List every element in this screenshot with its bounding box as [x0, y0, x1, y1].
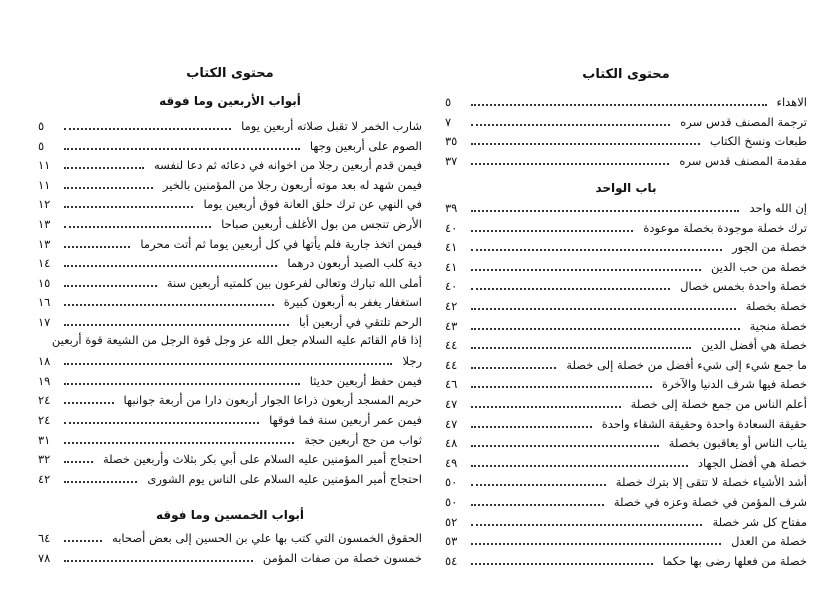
toc-entry-page: ٤٢ — [38, 471, 51, 486]
toc-entry-title: حقيقة السعادة واحدة وحقيقة الشقاء واحدة — [601, 416, 807, 431]
toc-entry-title: رجلا — [402, 354, 422, 369]
toc-entry[interactable] — [38, 194, 422, 212]
toc-entry[interactable] — [445, 112, 807, 130]
toc-entry-page: ١٣ — [38, 217, 51, 231]
toc-entry-page: ٤١ — [445, 240, 458, 255]
toc-entry[interactable] — [38, 528, 422, 546]
toc-entry-title: أملى الله تبارك وتعالى لفرعون بين كلمتيه أربعين سنة — [166, 275, 422, 290]
toc-entry-page: ٢٤ — [38, 413, 51, 427]
leader-dots — [471, 445, 659, 447]
toc-entry-page: ٥٠ — [445, 495, 458, 509]
toc-entry-page: ١١ — [38, 177, 51, 192]
toc-entry-page: ١١ — [38, 158, 51, 173]
toc-entry-page: ٣٧ — [445, 153, 458, 168]
toc-entry-page: ١٣ — [38, 236, 51, 251]
toc-entry[interactable] — [38, 234, 422, 252]
toc-entry[interactable] — [38, 155, 422, 173]
leader-dots — [471, 386, 652, 388]
leader-dots — [64, 304, 274, 306]
leader-dots — [64, 148, 300, 150]
leader-dots — [471, 249, 722, 251]
toc-entry-title: فيمن عمر أربعين سنة فما فوقها — [269, 413, 422, 427]
toc-entry[interactable] — [445, 257, 807, 275]
toc-entry[interactable] — [445, 131, 807, 149]
toc-entry-title: الحقوق الخمسون التي كتب بها علي بن الحسين إلى بعض أصحابه — [112, 531, 422, 545]
toc-entry-title: إن الله واحد — [749, 201, 807, 215]
toc-entry-page: ١٩ — [38, 373, 51, 388]
toc-entry-title: خمسون خصلة من صفات المؤمن — [262, 550, 422, 565]
leader-dots — [64, 167, 144, 169]
toc-entry-title: فيمن شهد له بعد موته أربعون رجلا من المؤمنين بالخير — [162, 177, 422, 192]
toc-entry-page: ٤٠ — [445, 220, 458, 235]
toc-entry-title: ترجمة المصنف قدس سره — [680, 114, 807, 129]
leader-dots — [471, 308, 736, 310]
toc-entry[interactable] — [38, 410, 422, 428]
toc-entry-page: ٤٤ — [445, 357, 458, 372]
toc-entry-title: ما جمع شيء إلى شيء أفضل من خصلة إلى خصلة — [566, 357, 807, 372]
toc-entry-page: ١٨ — [38, 354, 51, 369]
toc-entry[interactable] — [38, 449, 422, 467]
toc-entry-page: ٣١ — [38, 432, 51, 447]
toc-entry-title: فيمن قدم أربعين رجلا من اخوانه في دعائه ثم دعا لنفسه — [153, 158, 422, 173]
toc-entry[interactable] — [445, 276, 807, 294]
toc-entry-page: ٤٦ — [445, 377, 458, 392]
toc-entry-page: ٤٧ — [445, 397, 458, 411]
toc-entry[interactable] — [445, 218, 807, 236]
leader-dots — [64, 422, 259, 424]
toc-entry[interactable] — [445, 151, 807, 169]
toc-entry[interactable] — [445, 355, 807, 373]
toc-entry-page: ٥ — [38, 119, 45, 133]
toc-entry[interactable] — [38, 371, 422, 389]
toc-entry-page: ١٢ — [38, 197, 51, 212]
toc-entry[interactable] — [445, 472, 807, 490]
leader-dots — [471, 367, 556, 369]
toc-entry[interactable] — [445, 512, 807, 530]
toc-entry-page: ٧ — [445, 114, 452, 129]
toc-entry[interactable] — [38, 214, 422, 232]
leader-dots — [64, 481, 137, 483]
toc-entry[interactable] — [38, 116, 422, 134]
toc-entry-title: خصلة هي أفضل الجهاد — [697, 455, 807, 470]
toc-entry-page: ٣٢ — [38, 452, 51, 467]
toc-entry[interactable] — [38, 312, 422, 330]
leader-dots — [64, 246, 130, 248]
leader-dots — [471, 524, 702, 526]
toc-entry-title: الاهداء — [776, 95, 807, 109]
leader-dots — [64, 226, 211, 228]
toc-entry[interactable] — [445, 453, 807, 471]
toc-entry-title: شارب الخمر لا تقبل صلاته أربعين يوما — [241, 119, 422, 133]
toc-entry[interactable] — [445, 551, 807, 569]
leader-dots — [64, 363, 392, 365]
leader-dots — [471, 210, 739, 212]
toc-entry-page: ٤٠ — [445, 279, 458, 294]
toc-entry-page: ١٥ — [38, 275, 51, 290]
leader-dots — [64, 206, 193, 208]
toc-entry-title: حريم المسجد أربعون ذراعا الجوار أربعون دارا من أربعة جوانبها — [123, 393, 422, 408]
leader-dots — [471, 288, 670, 290]
toc-entry[interactable] — [38, 253, 422, 271]
leader-dots — [471, 328, 740, 330]
toc-entry-page: ٣٩ — [445, 201, 458, 215]
toc-entry[interactable] — [445, 492, 807, 510]
toc-entry-title: شرف المؤمن في خصلة وعزه في خصلة — [613, 495, 807, 509]
leader-dots — [471, 543, 721, 545]
page-title: محتوى الكتاب — [582, 67, 670, 82]
toc-entry-page: ١٧ — [38, 315, 51, 329]
leader-dots — [471, 406, 621, 408]
leader-dots — [64, 187, 153, 189]
toc-entry-title: خصلة من العدل — [731, 534, 807, 549]
toc-entry[interactable] — [445, 531, 807, 549]
leader-dots — [471, 124, 670, 126]
toc-entry[interactable] — [445, 335, 807, 353]
leader-dots — [471, 465, 688, 467]
leader-dots — [471, 504, 604, 506]
toc-entry-title: احتجاج أمير المؤمنين عليه السلام على أبي بكر بثلاث وأربعين خصلة — [102, 452, 422, 467]
toc-entry-page: ٤٨ — [445, 436, 458, 451]
section-heading: باب الواحد — [595, 181, 657, 195]
toc-entry-page: ٥٢ — [445, 514, 458, 529]
leader-dots — [64, 265, 277, 267]
toc-entry[interactable] — [38, 430, 422, 448]
toc-entry-page: ١٦ — [38, 295, 51, 310]
toc-entry[interactable] — [38, 351, 422, 369]
toc-entry[interactable] — [38, 548, 422, 566]
leader-dots — [471, 563, 653, 565]
toc-entry-title: فيمن اتخذ جارية فلم يأتها في كل أربعين يوما ثم أتت محرما — [140, 236, 422, 251]
toc-entry-page: ١٤ — [38, 256, 51, 271]
toc-entry-title: خصلة منجية — [749, 318, 807, 333]
leader-dots — [64, 540, 102, 542]
toc-entry[interactable] — [445, 414, 807, 432]
toc-entry-title: خصلة هي أفضل الدين — [701, 338, 807, 353]
toc-entry-title: خصلة فيها شرف الدنيا والآخرة — [661, 377, 807, 392]
leader-dots — [471, 347, 691, 349]
toc-entry[interactable] — [38, 175, 422, 193]
leader-dots — [471, 163, 669, 165]
toc-entry[interactable] — [38, 469, 422, 487]
leader-dots — [64, 461, 93, 463]
toc-entry-title: خصلة واحدة بخمس خصال — [680, 279, 807, 294]
toc-entry-title: خصلة من الجور — [732, 240, 807, 255]
toc-entry-title: دية كلب الصيد أربعون درهما — [287, 256, 422, 271]
leader-dots — [64, 285, 157, 287]
section-heading: أبواب الأربعين وما فوقه — [159, 94, 301, 108]
toc-entry-title: أعلم الناس من جمع خصلة إلى خصلة — [630, 397, 807, 411]
toc-entry-page: ٥٣ — [445, 534, 458, 549]
toc-entry[interactable] — [445, 92, 807, 110]
toc-entry-title: الصوم على أربعين وجها — [309, 138, 422, 153]
toc-entry-page: ٥ — [38, 138, 45, 153]
toc-entry-title: خصلة من فعلها رضى بها حكما — [662, 553, 807, 568]
toc-entry-page: ٤٩ — [445, 455, 458, 470]
leader-dots — [471, 269, 701, 271]
leader-dots — [64, 128, 231, 130]
toc-entry-page: ٤٢ — [445, 299, 458, 313]
leader-dots — [471, 484, 606, 486]
toc-entry[interactable] — [445, 394, 807, 412]
toc-entry-page: ٣٥ — [445, 134, 458, 149]
toc-entry[interactable] — [38, 273, 422, 291]
toc-entry-title: الأرض تنجس من بول الأغلف أربعين صباحا — [221, 217, 422, 231]
toc-entry[interactable] — [445, 296, 807, 314]
toc-entry[interactable] — [38, 390, 422, 408]
toc-entry-title: الرحم تلتقي في أربعين أبا — [298, 315, 422, 329]
toc-entry[interactable] — [445, 237, 807, 255]
toc-entry-page: ٧٨ — [38, 550, 51, 565]
leader-dots — [64, 402, 114, 404]
toc-entry-title: طبعات ونسخ الكتاب — [709, 134, 807, 149]
leader-dots — [471, 104, 767, 106]
toc-entry-page: ٤٤ — [445, 338, 458, 353]
toc-entry[interactable] — [445, 433, 807, 451]
toc-entry[interactable] — [445, 374, 807, 392]
toc-entry-title: احتجاج أمير المؤمنين عليه السلام على الناس يوم الشورى — [147, 471, 422, 486]
toc-entry[interactable] — [445, 198, 807, 216]
toc-entry-title-line: إذا قام القائم عليه السلام جعل الله عز وجل قوة الرجل من الشيعة قوة أربعين — [51, 332, 422, 347]
toc-entry-page: ٤٣ — [445, 318, 458, 333]
toc-entry-page: ٤١ — [445, 259, 458, 274]
section-heading: أبواب الخمسين وما فوقه — [156, 508, 304, 522]
toc-entry-page: ٥٤ — [445, 553, 458, 568]
toc-entry-title: فيمن حفظ أربعين حديثا — [309, 373, 422, 388]
leader-dots — [471, 143, 700, 145]
leader-dots — [64, 324, 289, 326]
toc-entry-title: يثاب الناس أو يعاقبون بخصلة — [668, 436, 807, 451]
leader-dots — [471, 230, 633, 232]
toc-entry-title: خصلة بخصلة — [745, 299, 807, 313]
toc-entry-page: ٥ — [445, 95, 452, 109]
toc-entry-title: استغفار يغفر به أربعون كبيرة — [283, 295, 422, 310]
toc-entry-title: مفتاح كل شر خصلة — [712, 514, 807, 529]
leader-dots — [64, 560, 253, 562]
toc-entry-title: ترك خصلة موجودة بخصلة موعودة — [643, 220, 807, 235]
leader-dots — [471, 426, 592, 428]
toc-entry-title: أشد الأشياء خصلة لا تتقى إلا بترك خصلة — [615, 475, 807, 490]
toc-entry-page: ٤٧ — [445, 416, 458, 431]
leader-dots — [64, 442, 294, 444]
toc-entry[interactable] — [445, 316, 807, 334]
toc-entry-title: في النهي عن ترك حلق العانة فوق أربعين يوما — [203, 197, 422, 212]
toc-entry-page: ٦٤ — [38, 531, 51, 545]
toc-entry-title: مقدمة المصنف قدس سره — [679, 153, 807, 168]
toc-entry-page: ٥٠ — [445, 475, 458, 490]
page-title: محتوى الكتاب — [186, 66, 274, 81]
toc-entry-title: ثواب من حج أربعين حجة — [304, 432, 422, 447]
toc-entry-page: ٢٤ — [38, 393, 51, 408]
leader-dots — [64, 383, 300, 385]
toc-entry[interactable] — [38, 292, 422, 310]
toc-entry[interactable] — [38, 136, 422, 154]
toc-entry-title: خصلة من حب الدين — [710, 259, 807, 274]
